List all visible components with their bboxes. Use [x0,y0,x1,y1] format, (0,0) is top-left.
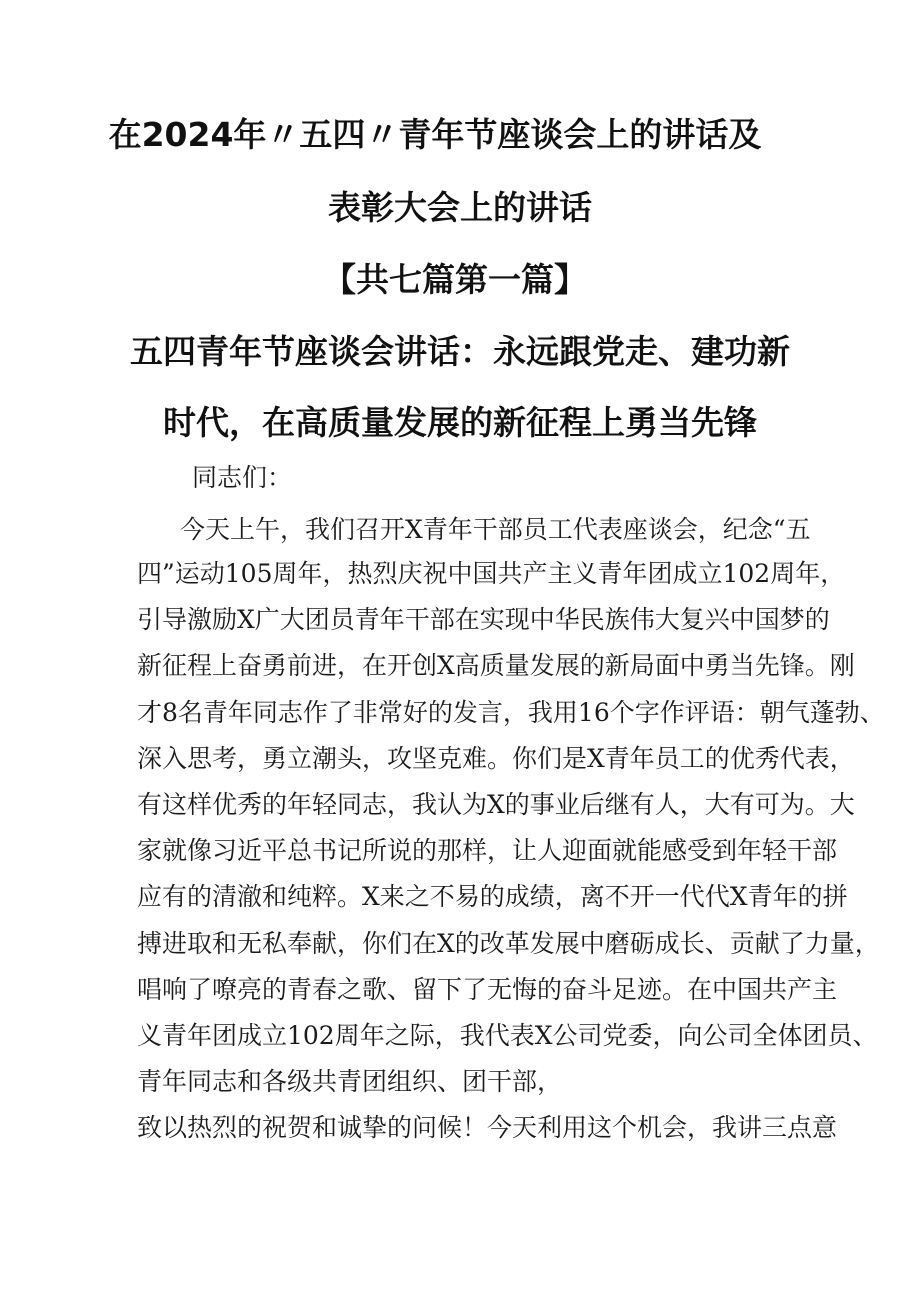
body-line-1: 今天上午，我们召开X青年干部员工代表座谈会，纪念“五 [180,515,811,544]
title-line-2: 表彰大会上的讲话 [328,188,592,227]
body-line-4: 新征程上奋勇前进，在开创X高质量发展的新局面中勇当先锋。刚 [137,651,855,680]
body-line-5: 才8名青年同志作了非常好的发言，我用16个字作评语：朝气蓬勃、 [137,698,885,727]
body-line-2: 四”运动105周年，热烈庆祝中国共产主义青年团成立102周年， [137,559,846,588]
body-line-6: 深入思考，勇立潮头，攻坚克难。你们是X青年员工的优秀代表， [137,744,855,773]
body-line-3: 引导激励X广大团员青年干部在实现中华民族伟大复兴中国梦的 [137,605,830,634]
body-line-11: 唱响了嘹亮的青春之歌、留下了无悔的奋斗足迹。在中国共产主 [137,975,838,1004]
body-line-10: 搏进取和无私奉献，你们在X的改革发展中磨砺成长、贡献了力量， [137,929,880,958]
body-line-7: 有这样优秀的年轻同志，我认为X的事业后继有人，大有可为。大 [137,790,855,819]
title-line-5: 时代，在高质量发展的新征程上勇当先锋 [163,403,757,442]
title-line-3: 【共七篇第一篇】 [323,260,587,299]
body-line-8: 家就像习近平总书记所说的那样，让人迎面就能感受到年轻干部 [137,836,838,865]
body-line-14: 致以热烈的祝贺和诚挚的问候！今天利用这个机会，我讲三点意 [137,1113,838,1142]
body-line-12: 义青年团成立102周年之际，我代表X公司党委，向公司全体团员、 [137,1021,878,1050]
body-line-9: 应有的清澈和纯粹。X来之不易的成绩，离不开一代代X青年的拼 [137,882,848,911]
salutation: 同志们： [192,463,293,492]
body-line-13: 青年同志和各级共青团组织、团干部， [137,1067,563,1096]
title-line-4: 五四青年节座谈会讲话：永远跟党走、建功新 [130,332,790,371]
title-line-1: 在2024年〃五四〃青年节座谈会上的讲话及 [108,115,762,154]
